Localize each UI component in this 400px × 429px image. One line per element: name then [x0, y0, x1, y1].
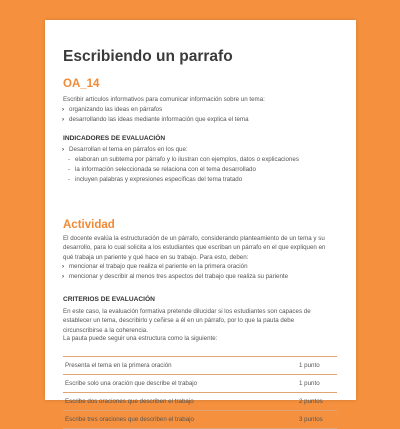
oa-code-heading: OA_14	[63, 78, 100, 90]
indicator-subitem: - elaboran un subtema por párrafo y lo ilustran con ejemplos, datos o explicaciones	[63, 156, 299, 164]
document-page	[45, 20, 356, 423]
activity-list-item: › mencionar y describir al menos tres aspectos del trabajo que realiza su pariente	[63, 273, 288, 281]
oa-list-item: › desarrollando las ideas mediante información que explica el tema	[63, 116, 249, 124]
table-row	[63, 410, 337, 429]
rubric-table	[63, 356, 337, 429]
indicator-subitem: - incluyen palabras y expresiones específicas del tema tratado	[63, 176, 242, 184]
rubric-description: Escribe dos oraciones que describen el trabajo	[65, 398, 194, 405]
oa-list-item: › organizando las ideas en párrafos	[63, 106, 162, 114]
activity-list-item: › mencionar el trabajo que realiza el pariente en la primera oración	[63, 263, 248, 271]
criteria-heading: CRITERIOS DE EVALUACIÓN	[63, 296, 155, 303]
rubric-description: Escribe tres oraciones que describen el trabajo	[65, 416, 194, 423]
rubric-points: 2 puntos	[299, 398, 323, 405]
rubric-description: Presenta el tema en la primera oración	[65, 362, 172, 369]
table-row	[63, 392, 337, 410]
rubric-points: 3 puntos	[299, 416, 323, 423]
activity-heading: Actividad	[63, 219, 115, 231]
rubric-points: 1 punto	[299, 380, 320, 387]
table-row	[63, 356, 337, 374]
rubric-points: 1 punto	[299, 362, 320, 369]
activity-paragraph: El docente evalúa la estructuración de un párrafo, considerando planteamiento de un tema y su desarrollo, para lo cual solicita a los estudiantes que escriban un párrafo en el que expliquen en qué trabaja un pariente y qué hace en su trabajo. Para esto, deben:	[63, 235, 326, 261]
indicator-main-item: › Desarrollan el tema en párrafos en los que:	[63, 146, 188, 154]
page-title: Escribiendo un parrafo	[63, 48, 233, 65]
table-row	[63, 374, 337, 392]
criteria-paragraph: En este caso, la evaluación formativa pretende dilucidar si los estudiantes son capaces de establecer un tema, describirlo y ceñirse a él en un párrafo, por lo que la pauta debe circunscribirse a la coherencia.	[63, 308, 311, 334]
rubric-description: Escribe solo una oración que describe el trabajo	[65, 380, 198, 387]
indicators-heading: INDICADORES DE EVALUACIÓN	[63, 135, 166, 142]
indicator-subitem: - la información seleccionada se relaciona con el tema desarrollado	[63, 166, 256, 174]
oa-intro-text: Escribir artículos informativos para comunicar información sobre un tema:	[63, 96, 265, 103]
criteria-paragraph-2: La pauta puede seguir una estructura como la siguiente:	[63, 335, 218, 342]
